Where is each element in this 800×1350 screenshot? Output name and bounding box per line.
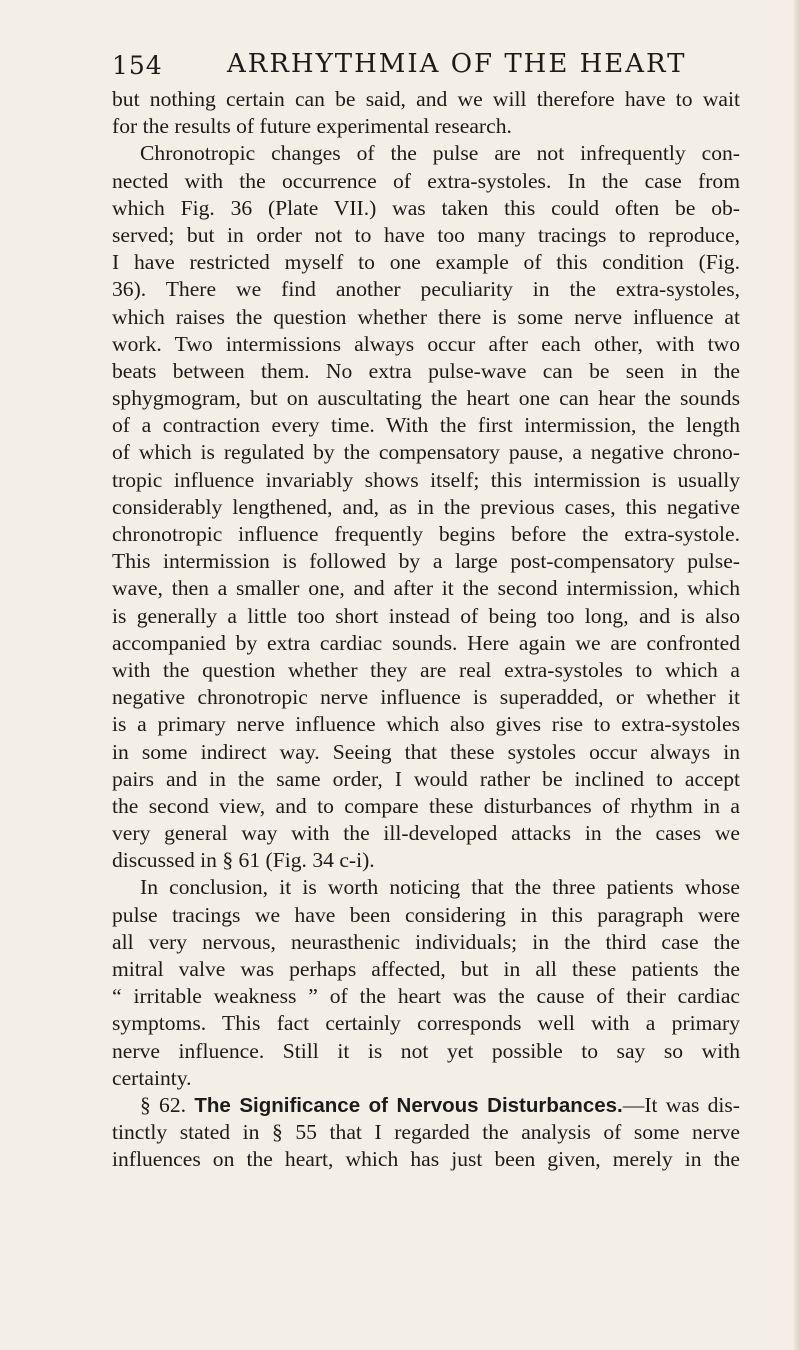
page-header <box>112 47 742 87</box>
running-title: ARRHYTHMIA OF THE HEART <box>227 49 687 79</box>
text-line: but nothing certain can be said, and we will therefore have to wait <box>112 87 740 111</box>
text-line: chronotropic influence frequently begins before the extra-systole. <box>112 522 740 546</box>
text-line: —It was dis- <box>622 1092 740 1117</box>
section-heading-line <box>112 1092 740 1119</box>
page-edge <box>794 0 800 1350</box>
text-line: pairs and in the same order, I would rather be inclined to accept <box>112 766 740 791</box>
text-line: considerably lengthened, and, as in the previous cases, this negative <box>112 494 740 519</box>
text-line: Chronotropic changes of the pulse are not infrequently con- <box>140 141 740 166</box>
text-line: of which is regulated by the compensatory pause, a negative chrono- <box>112 440 740 465</box>
text-line: certainty. <box>112 1065 192 1090</box>
text-line: accompanied by extra cardiac sounds. Here again we are confronted <box>112 630 740 655</box>
text-line: in some indirect way. Seeing that these systoles occur always in <box>112 739 740 764</box>
section-number: § 62. <box>140 1092 187 1117</box>
text-line: work. Two intermissions always occur after each other, with two <box>112 331 740 356</box>
text-line: for the results of future experimental research. <box>112 114 512 139</box>
text-line: symptoms. This fact certainly corresponds well with a primary <box>112 1011 740 1036</box>
text-line: is a primary nerve influence which also gives rise to extra-systoles <box>112 712 740 737</box>
text-line: influences on the heart, which has just been given, merely in the <box>112 1147 740 1172</box>
text-line: nected with the occurrence of extra-systoles. In the case from <box>112 168 740 193</box>
text-line: which Fig. 36 (Plate VII.) was taken this could often be ob- <box>112 195 740 220</box>
section-heading: The Significance of Nervous Disturbances. <box>194 1093 623 1117</box>
text-line: is generally a little too short instead of being too long, and is also <box>112 603 740 628</box>
text-line: 36). There we find another peculiarity in the extra-systoles, <box>112 277 740 302</box>
text-line: sphygmogram, but on auscultating the heart one can hear the sounds <box>112 386 740 411</box>
text-line: wave, then a smaller one, and after it the second intermission, which <box>112 576 740 601</box>
page-number: 154 <box>112 51 163 80</box>
text-line: This intermission is followed by a large post-compensatory pulse- <box>112 549 740 574</box>
body-text <box>112 86 740 1174</box>
text-line: I have restricted myself to one example of this condition (Fig. <box>112 250 740 275</box>
text-line: beats between them. No extra pulse-wave can be seen in the <box>112 358 740 383</box>
text-line: In conclusion, it is worth noticing that the three patients whose <box>140 875 740 900</box>
text-line: discussed in § 61 (Fig. 34 c-i). <box>112 848 375 873</box>
text-line: “ irritable weakness ” of the heart was the cause of their cardiac <box>112 984 740 1009</box>
text-line: of a contraction every time. With the first intermission, the length <box>112 413 740 438</box>
text-line: very general way with the ill-developed attacks in the cases we <box>112 821 740 846</box>
text-line: with the question whether they are real extra-systoles to which a <box>112 657 740 682</box>
text-line: tinctly stated in § 55 that I regarded the analysis of some nerve <box>112 1120 740 1145</box>
text-line: negative chronotropic nerve influence is superadded, or whether it <box>112 685 740 710</box>
text-line: served; but in order not to have too many tracings to reproduce, <box>112 222 740 247</box>
text-line: which raises the question whether there is some nerve influence at <box>112 304 740 329</box>
text-line: tropic influence invariably shows itself; this intermission is usually <box>112 467 740 492</box>
text-line: mitral valve was perhaps affected, but in all these patients the <box>112 957 740 981</box>
text-line: nerve influence. Still it is not yet possible to say so with <box>112 1038 740 1063</box>
text-line: pulse tracings we have been considering in this paragraph were <box>112 902 740 927</box>
text-line: the second view, and to compare these disturbances of rhythm in a <box>112 793 740 818</box>
text-line: all very nervous, neurasthenic individuals; in the third case the <box>112 929 740 954</box>
